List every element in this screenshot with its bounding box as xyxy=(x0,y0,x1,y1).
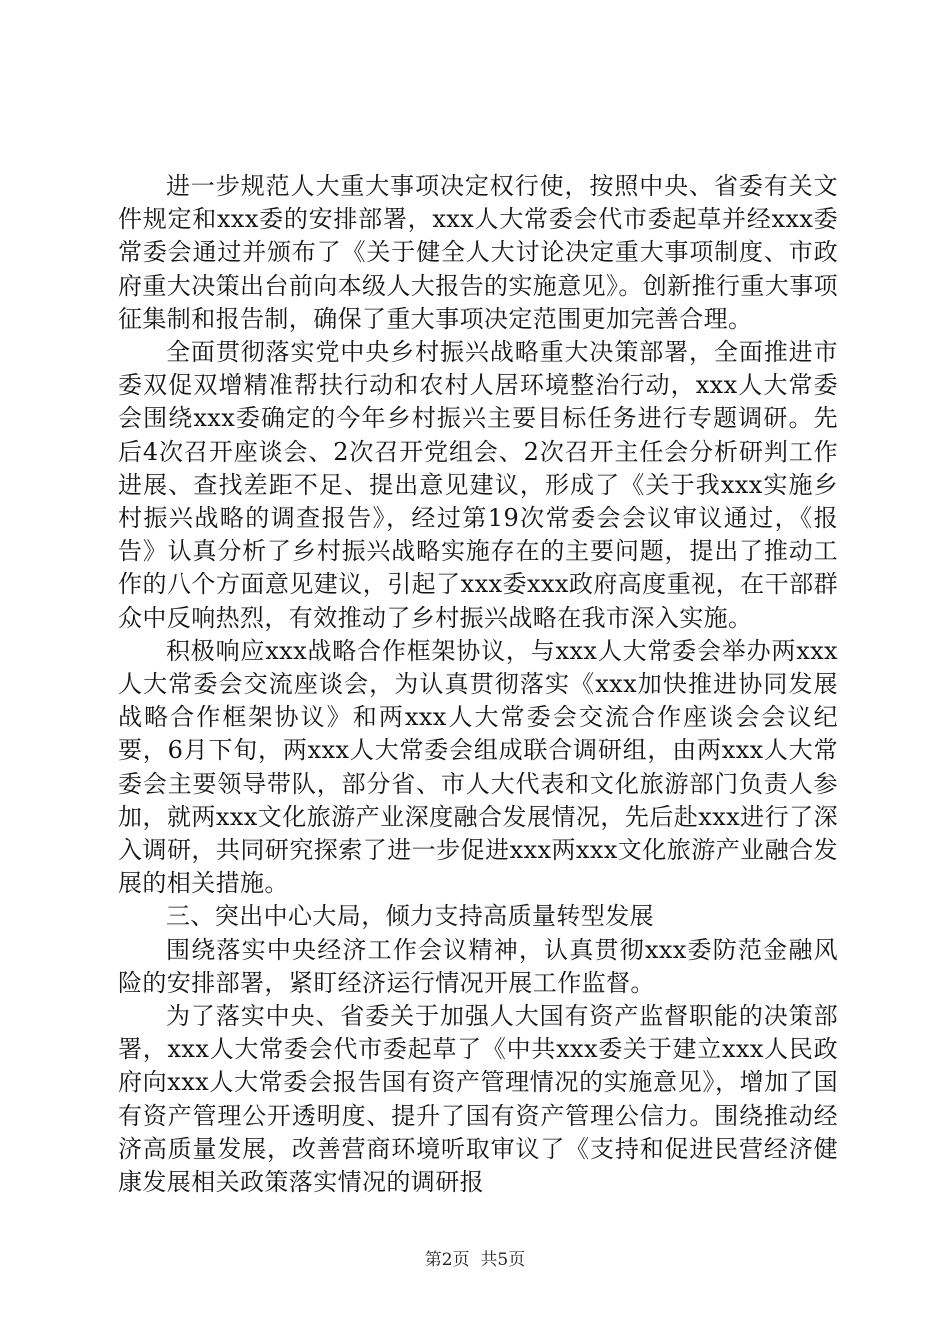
page-total: 共5页 xyxy=(480,1250,526,1270)
paragraph-rural-revitalization: 全面贯彻落实党中央乡村振兴战略重大决策部署，全面推进市委双促双增精准帮扶行动和农村人居环境整治行动，xxx人大常委会围绕xxx委确定的今年乡村振兴主要目标任务进行专题调研。先后4次召开座谈会、2次召开党组会、2次召开主任会分析研判工作进展、查找差距不足、提出意见建议，形成了《关于我xxx实施乡村振兴战略的调查报告》，经过第19次常委会会议审议通过，《报告》认真分析了乡村振兴战略实施存在的主要问题，提出了推动工作的八个方面意见建议，引起了xxx委xxx政府高度重视，在干部群众中反响热烈，有效推动了乡村振兴战略在我市深入实施。 xyxy=(118,338,838,632)
paragraph-economic-supervision: 围绕落实中央经济工作会议精神，认真贯彻xxx委防范金融风险的安排部署，紧盯经济运行情况开展工作监督。 xyxy=(118,935,838,997)
footer-spacer xyxy=(470,1250,481,1270)
paragraph-decision-rights: 进一步规范人大重大事项决定权行使，按照中央、省委有关文件规定和xxx委的安排部署，xxx人大常委会代市委起草并经xxx委常委会通过并颁布了《关于健全人大讨论决定重大事项制度、市政府重大决策出台前向本级人大报告的实施意见》。创新推行重大事项征集制和报告制，确保了重大事项决定范围更加完善合理。 xyxy=(118,172,838,333)
document-body xyxy=(118,170,838,1199)
paragraph-cooperation-agreement: 积极响应xxx战略合作框架协议，与xxx人大常委会举办两xxx人大常委会交流座谈会，为认真贯彻落实《xxx加快推进协同发展战略合作框架协议》和两xxx人大常委会交流合作座谈会会议纪要，6月下旬，两xxx人大常委会组成联合调研组，由两xxx人大常委会主要领导带队，部分省、市人大代表和文化旅游部门负责人参加，就两xxx文化旅游产业深度融合发展情况，先后赴xxx进行了深入调研，共同研究探索了进一步促进xxx两xxx文化旅游产业融合发展的相关措施。 xyxy=(118,636,838,898)
paragraph-state-assets: 为了落实中央、省委关于加强人大国有资产监督职能的决策部署，xxx人大常委会代市委起草了《中共xxx委关于建立xxx人民政府向xxx人大常委会报告国有资产管理情况的实施意见》，增加了国有资产管理公开透明度、提升了国有资产管理公信力。围绕推动经济高质量发展，改善营商环境听取审议了《支持和促进民营经济健康发展相关政策落实情况的调研报 xyxy=(118,1002,838,1197)
page-footer xyxy=(0,1249,950,1271)
section-heading: 三、突出中心大局，倾力支持高质量转型发展 xyxy=(166,902,654,931)
page-number: 第2页 xyxy=(424,1250,470,1270)
